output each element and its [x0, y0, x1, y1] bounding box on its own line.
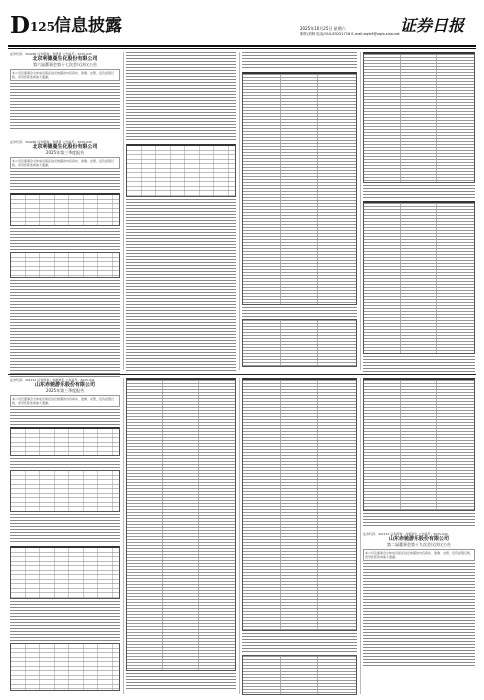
column-divider [123, 52, 124, 370]
dateline: 2025年10月25日 星期六 [300, 26, 346, 31]
financial-table [10, 427, 120, 456]
company-name: 山东赤驰游乐股份有限公司 [34, 382, 95, 388]
chichi-income-statement [242, 378, 357, 695]
column-divider [360, 378, 361, 694]
financial-table [10, 470, 120, 512]
column-divider [239, 52, 240, 370]
body-text [126, 241, 236, 371]
financial-table [10, 643, 120, 691]
section-title: 信息披露 [54, 16, 122, 36]
column-divider [123, 378, 124, 694]
consolidated-balance-sheet [242, 72, 357, 305]
disclosure-notice: 本公司及董事会全体成员保证信息披露的内容真实、准确、完整，没有虚假记载、误导性陈述或重大遗漏。 [10, 157, 120, 169]
body-text [10, 280, 120, 378]
announcement-lidman-board [10, 52, 120, 131]
chichi-cash-flow [363, 378, 475, 527]
announcement-title: 第六届董事会第十七次会议决议公告 [33, 62, 97, 67]
cash-flow-table [363, 201, 475, 354]
announcement-title: 2025年第三季度报告 [45, 150, 85, 155]
consolidated-balance-sheet [126, 378, 236, 671]
body-text [363, 356, 475, 374]
announcement-title: 第二届董事会第十九次会议决议公告 [387, 542, 451, 547]
lidman-balance-sheet [242, 52, 357, 367]
financial-table [10, 252, 120, 278]
income-statement-table [242, 378, 357, 631]
body-text [10, 83, 120, 131]
stock-code-line: 证券代码：301151 证券简称：赤驰游乐 公告编号：2025-042 [363, 532, 448, 536]
editor-line: 制作/刘帅 电话/010-83251716 E-mail:zqrb9@zqrb.sina.net [300, 32, 400, 36]
newspaper-logo: 证券日报 [400, 16, 465, 35]
body-text [242, 52, 357, 70]
disclosure-notice: 本公司及董事会全体成员保证信息披露的内容真实、准确、完整，没有虚假记载、误导性陈述或重大遗漏。 [365, 551, 474, 559]
body-text [363, 513, 475, 527]
body-text [363, 185, 475, 199]
masthead-rule-thin [8, 48, 476, 49]
balance-sheet-table [126, 144, 236, 197]
company-name: 北京利德曼生化股份有限公司 [32, 144, 98, 150]
company-name: 北京利德曼生化股份有限公司 [32, 56, 98, 62]
announcement-chichi-q3 [10, 378, 120, 691]
income-statement-table [363, 52, 475, 183]
disclosure-notice: 本公司及董事会全体成员保证信息披露的内容真实、准确、完整，没有虚假记载、误导性陈述或重大遗漏。 [10, 395, 120, 407]
body-text [363, 563, 475, 667]
masthead [0, 0, 484, 48]
lidman-q3-continued [126, 52, 236, 371]
body-text [126, 673, 236, 691]
body-text [10, 458, 120, 468]
stock-code-line: 证券代码：300289 证券简称：利德曼 公告编号：2025-045 [10, 52, 92, 56]
announcement-title: 2025年第三季度报告 [45, 388, 85, 393]
cash-flow-table [242, 655, 357, 695]
stock-code-line: 证券代码：301151 证券简称：赤驰游乐 公告编号：2025-041 [10, 378, 95, 382]
financial-table [10, 193, 120, 226]
balance-sheet-table [242, 319, 357, 367]
body-text [10, 601, 120, 641]
cash-flow-table [363, 378, 475, 511]
body-text [126, 199, 236, 239]
body-text [10, 409, 120, 425]
body-text [126, 52, 236, 142]
body-text [10, 514, 120, 544]
chichi-balance-sheet [126, 378, 236, 691]
shareholder-table [10, 546, 120, 599]
page-section-divider [8, 374, 476, 375]
lidman-income-statement [363, 52, 475, 374]
body-text [242, 307, 357, 317]
column-divider [360, 52, 361, 370]
body-text [10, 171, 120, 191]
body-text [10, 228, 120, 250]
column-divider [239, 378, 240, 694]
announcement-lidman-q3 [10, 140, 120, 378]
disclosure-notice: 本公司及董事会全体成员保证信息披露的内容真实、准确、完整，没有虚假记载、误导性陈述或重大遗漏。 [10, 69, 120, 81]
stock-code-line: 证券代码：300289 证券简称：利德曼 公告编号：2025-046 [10, 140, 92, 144]
body-text [242, 633, 357, 653]
company-name: 山东赤驰游乐股份有限公司 [388, 536, 449, 542]
page-number: D125 [10, 12, 56, 39]
masthead-rule [8, 45, 476, 47]
announcement-chichi-board [363, 532, 475, 667]
